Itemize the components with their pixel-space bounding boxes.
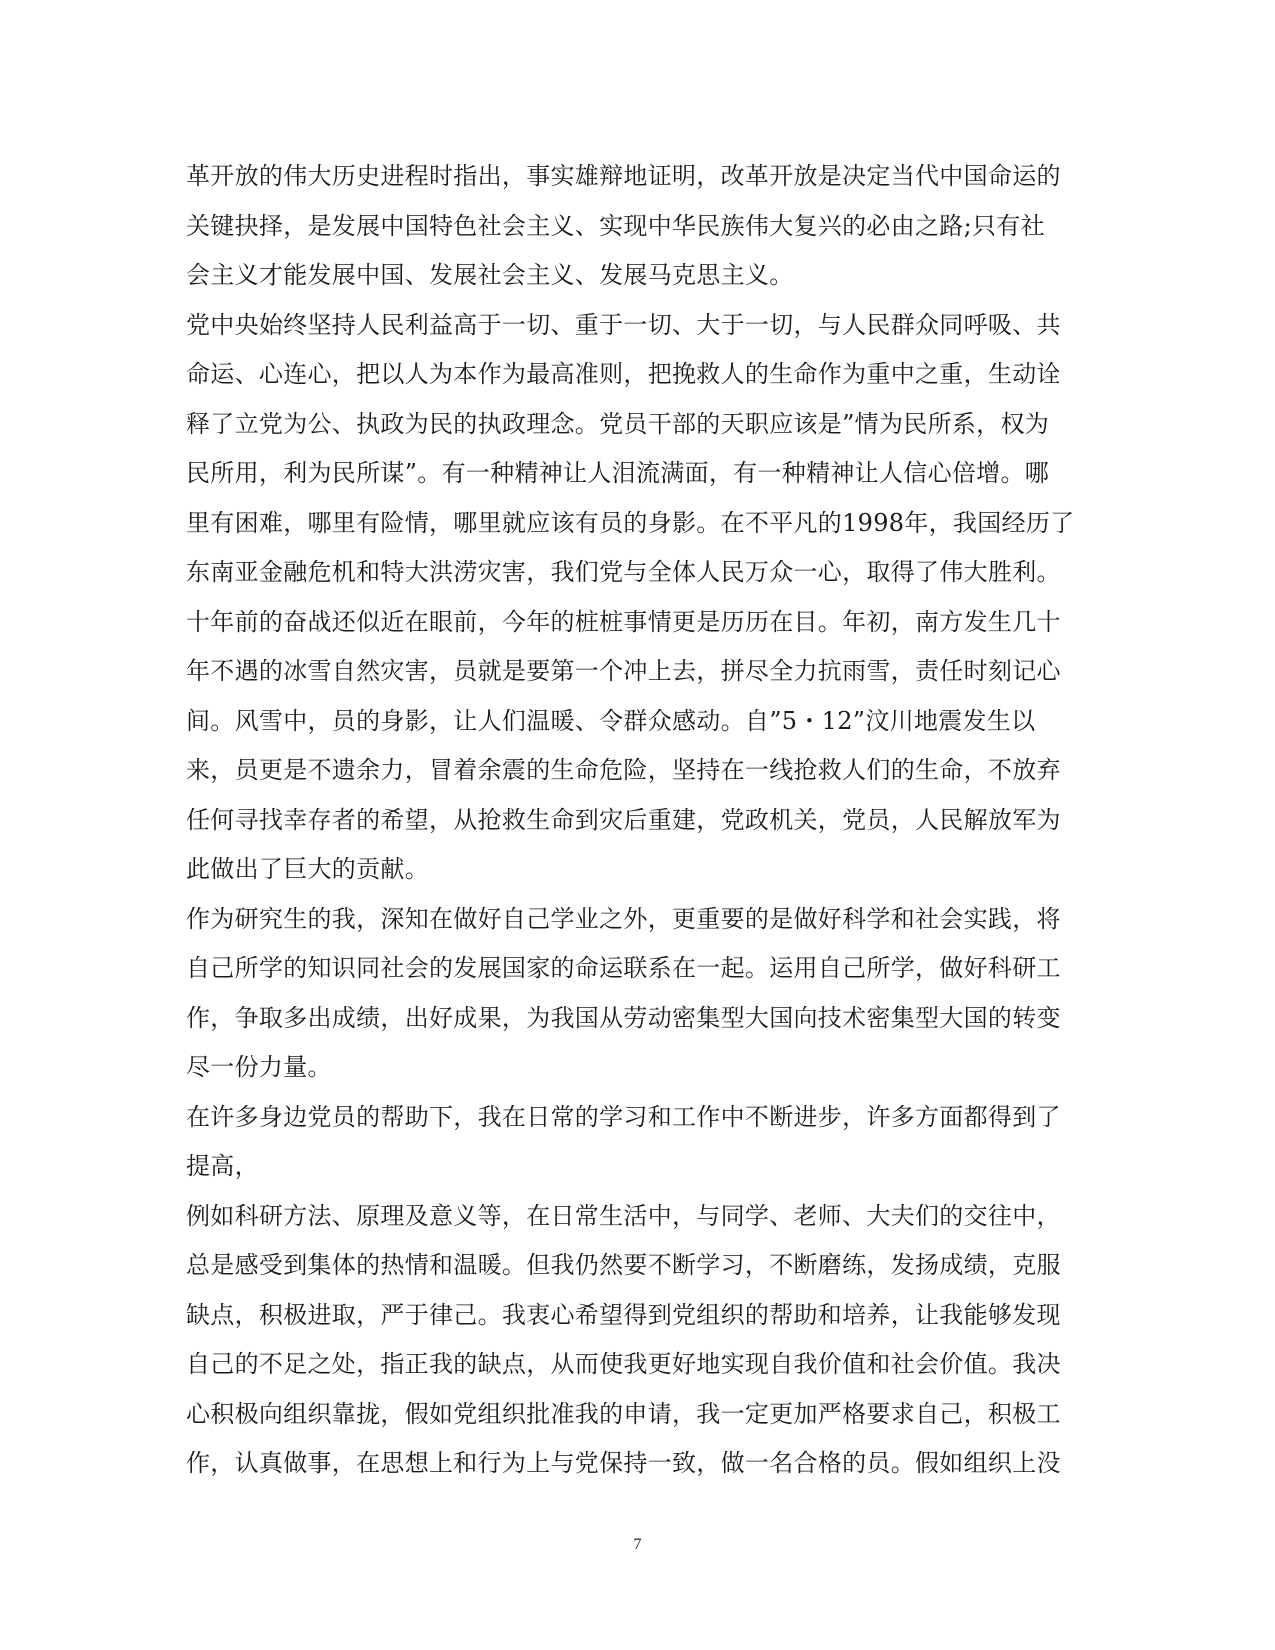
page-number: 7: [633, 1536, 642, 1553]
text-line: 东南亚金融危机和特大洪涝灾害，我们党与全体人民万众一心，取得了伟大胜利。: [186, 558, 1061, 586]
text-line: 任何寻找幸存者的希望，从抢救生命到灾后重建，党政机关，党员，人民解放军为: [186, 805, 1061, 834]
text-line: 作，争取多出成绩，出好成果，为我国从劳动密集型大国向技术密集型大国的转变: [186, 1003, 1061, 1032]
text-line: 作，认真做事，在思想上和行为上与党保持一致，做一名合格的员。假如组织上没: [186, 1449, 1061, 1477]
text-line: 总是感受到集体的热情和温暖。但我仍然要不断学习，不断磨练，发扬成绩，克服: [186, 1251, 1061, 1279]
text-line: 命运、心连心，把以人为本作为最高准则，把挽救人的生命作为重中之重，生动诠: [186, 360, 1061, 388]
text-line: 里有困难，哪里有险情，哪里就应该有员的身影。在不平凡的1998年，我国经历了: [186, 508, 1075, 537]
text-line: 民所用，利为民所谋”。有一种精神让人泪流满面，有一种精神让人信心倍增。哪: [186, 459, 1050, 487]
text-line: 十年前的奋战还似近在眼前，今年的桩桩事情更是历历在目。年初，南方发生几十: [186, 607, 1061, 636]
text-line: 革开放的伟大历史进程时指出，事实雄辩地证明，改革开放是决定当代中国命运的: [186, 162, 1061, 190]
text-line: 心积极向组织靠拢，假如党组织批准我的申请，我一定更加严格要求自己，积极工: [186, 1399, 1061, 1428]
text-line: 党中央始终坚持人民利益高于一切、重于一切、大于一切，与人民群众同呼吸、共: [186, 310, 1061, 339]
text-line: 间。风雪中，员的身影，让人们温暖、令群众感动。自”5・12”汶川地震发生以: [186, 706, 1036, 735]
text-line: 年不遇的冰雪自然灾害，员就是要第一个冲上去，拼尽全力抗雨雪，责任时刻记心: [186, 657, 1061, 685]
text-line: 此做出了巨大的贡献。: [186, 855, 429, 883]
text-line: 在许多身边党员的帮助下，我在日常的学习和工作中不断进步，许多方面都得到了: [186, 1102, 1061, 1131]
text-line: 自己的不足之处，指正我的缺点，从而使我更好地实现自我价值和社会价值。我决: [186, 1350, 1061, 1378]
text-line: 作为研究生的我，深知在做好自己学业之外，更重要的是做好科学和社会实践，将: [186, 904, 1061, 933]
text-line: 缺点，积极进取，严于律己。我衷心希望得到党组织的帮助和培养，让我能够发现: [186, 1300, 1061, 1329]
text-line: 释了立党为公、执政为民的执政理念。党员干部的天职应该是”情为民所系，权为: [186, 409, 1050, 438]
text-line: 尽一份力量。: [186, 1053, 332, 1081]
text-line: 会主义才能发展中国、发展社会主义、发展马克思主义。: [186, 261, 794, 289]
text-line: 关键抉择，是发展中国特色社会主义、实现中华民族伟大复兴的必由之路;只有社: [186, 211, 1045, 240]
text-line: 例如科研方法、原理及意义等，在日常生活中，与同学、老师、大夫们的交往中，: [186, 1201, 1061, 1230]
text-line: 提高，: [186, 1152, 259, 1180]
text-line: 自己所学的知识同社会的发展国家的命运联系在一起。运用自己所学，做好科研工: [186, 954, 1061, 982]
text-line: 来，员更是不遗余力，冒着余震的生命危险，坚持在一线抢救人们的生命，不放弃: [186, 756, 1061, 784]
body-text: [186, 152, 1086, 1489]
